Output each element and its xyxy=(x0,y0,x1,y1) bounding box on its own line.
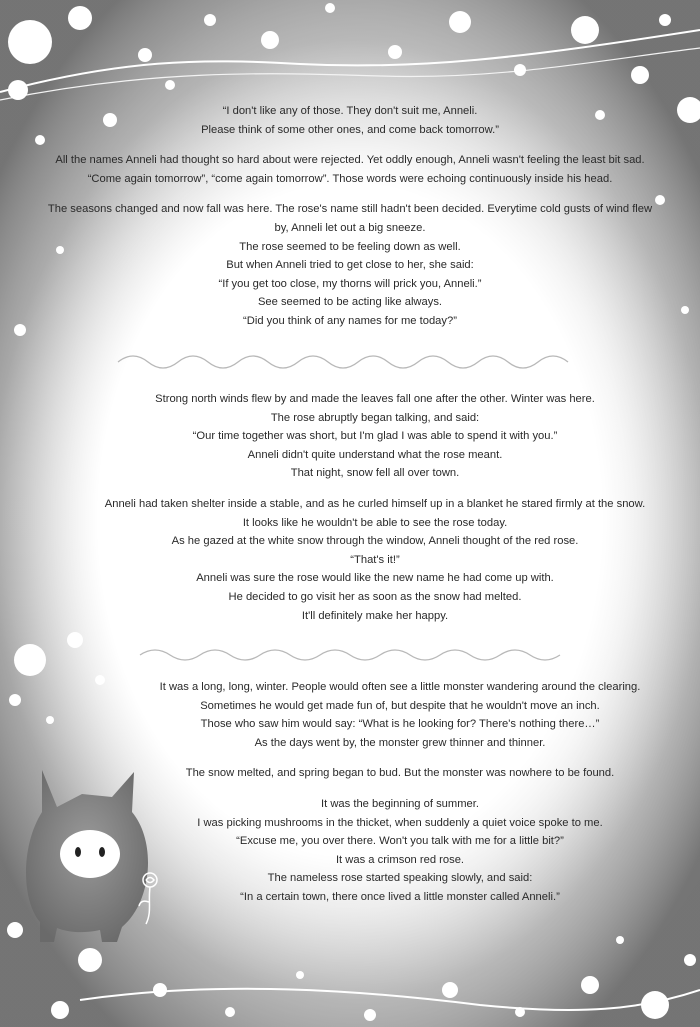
blank-line xyxy=(0,188,700,200)
text-line: It was a crimson red rose. xyxy=(335,853,465,866)
text-line: “Excuse me, you over there. Won't you talk with me for a little bit?” xyxy=(236,835,564,848)
monster-face xyxy=(60,830,120,878)
text-line: It looks like he wouldn't be able to see the rose today. xyxy=(242,516,508,529)
text-line: See seemed to be acting like always. xyxy=(257,296,443,309)
text-line: That night, snow fell all over town. xyxy=(290,467,460,480)
text-line: “Come again tomorrow”, “come again tomorrow”. Those words were echoing continuously inside his head. xyxy=(87,172,613,185)
text-line: Sometimes he would get made fun of, but despite that he wouldn't move an inch. xyxy=(200,699,600,712)
text-line: It was a long, long, winter. People would often see a little monster wandering around the clearing. xyxy=(159,681,641,693)
story-section-2 xyxy=(0,390,700,625)
blank-line xyxy=(0,483,700,495)
text-line: Please think of some other ones, and come back tomorrow.” xyxy=(201,123,499,136)
text-line: The rose abruptly began talking, and said: xyxy=(270,411,480,424)
text-line: The snow melted, and spring began to bud. But the monster was nowhere to be found. xyxy=(185,767,615,780)
text-line: It'll definitely make her happy. xyxy=(301,609,449,622)
text-line: by, Anneli let out a big sneeze. xyxy=(274,221,426,234)
text-line: As the days went by, the monster grew thinner and thinner. xyxy=(254,736,546,749)
text-line: The rose seemed to be feeling down as well. xyxy=(239,240,461,253)
blank-line xyxy=(0,139,700,151)
text-line: Those who saw him would say: “What is he looking for? There's nothing there…” xyxy=(200,718,600,731)
text-line: “That's it!” xyxy=(350,553,400,566)
text-line: Anneli was sure the rose would like the new name he had come up with. xyxy=(196,572,554,585)
text-line: “I don't like any of those. They don't suit me, Anneli. xyxy=(222,105,478,117)
text-line: “Our time together was short, but I'm glad I was able to spend it with you.” xyxy=(192,430,558,443)
text-line: “In a certain town, there once lived a little monster called Anneli.” xyxy=(240,890,560,903)
story-section-1 xyxy=(0,102,700,331)
blank-line xyxy=(110,783,690,795)
text-line: The seasons changed and now fall was here. The rose's name still hadn't been decided. Everytime cold gusts of wind flew xyxy=(47,203,653,216)
story-section-3 xyxy=(110,678,690,907)
text-line: Anneli had taken shelter inside a stable, and as he curled himself up in a blanket he stared firmly at the snow. xyxy=(104,497,646,510)
text-line: The nameless rose started speaking slowly, and said: xyxy=(267,872,533,885)
text-line: All the names Anneli had thought so hard about were rejected. Yet oddly enough, Anneli wasn't feeling the least bit sad. xyxy=(55,154,645,167)
text-line: As he gazed at the white snow through the window, Anneli thought of the red rose. xyxy=(171,535,579,548)
text-line: Anneli didn't quite understand what the rose meant. xyxy=(247,448,503,461)
text-line: But when Anneli tried to get close to her, she said: xyxy=(226,259,474,272)
text-line: He decided to go visit her as soon as the snow had melted. xyxy=(228,590,522,603)
monster-illustration xyxy=(22,752,172,942)
blank-line xyxy=(110,752,690,764)
text-line: “Did you think of any names for me today?” xyxy=(243,314,457,327)
text-line: “If you get too close, my thorns will prick you, Anneli.” xyxy=(218,277,482,290)
text-line: I was picking mushrooms in the thicket, when suddenly a quiet voice spoke to me. xyxy=(197,816,603,829)
text-line: It was the beginning of summer. xyxy=(321,797,479,810)
text-line: Strong north winds flew by and made the leaves fall one after the other. Winter was here. xyxy=(155,393,595,405)
